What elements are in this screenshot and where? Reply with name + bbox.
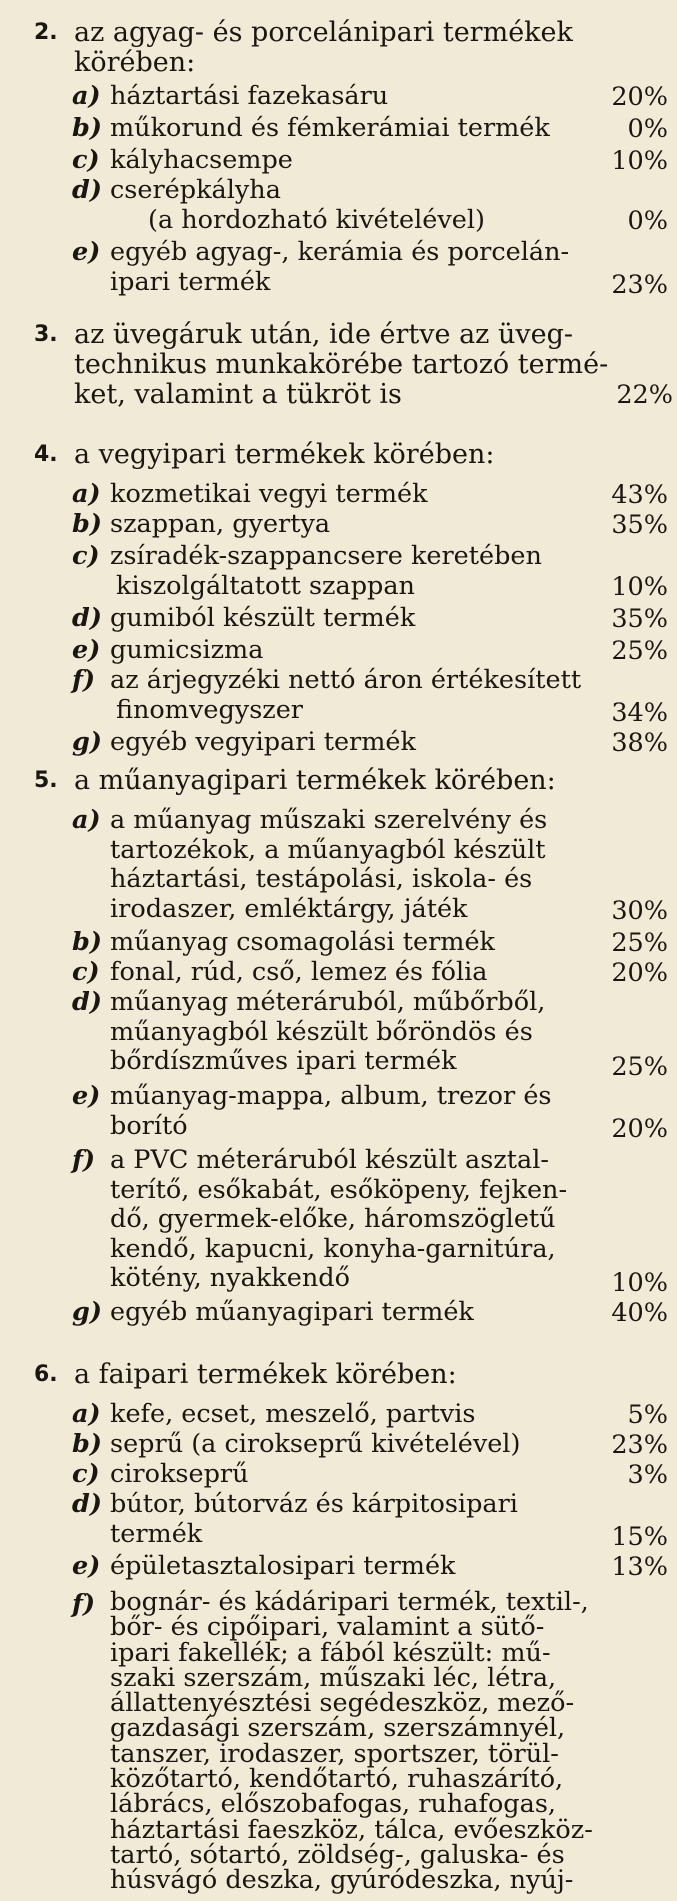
item-line: tanszer, irodaszer, sportszer, törül- [110, 1738, 559, 1769]
section-header [34, 766, 644, 796]
item-letter: b) [72, 927, 102, 957]
item-line: bútor, bútorváz és kárpitosipari [110, 1489, 518, 1519]
item-line: bognár- és kádáripari termék, textil-, [110, 1587, 589, 1617]
item-line: közőtartó, kendőtartó, ruhaszárító, [110, 1764, 564, 1795]
list-item [72, 636, 672, 666]
list-item [72, 176, 672, 236]
item-line: műanyag csomagolási termék [110, 927, 496, 957]
item-letter: b) [72, 1429, 102, 1459]
item-percent: 20% [611, 957, 668, 988]
item-letter: e) [72, 237, 101, 267]
item-line: (a hordozható kivételével) [148, 204, 485, 235]
item-letter: d) [72, 1489, 102, 1519]
list-item [72, 806, 672, 926]
item-line: az árjegyzéki nettó áron értékesített [110, 665, 582, 695]
list-item [72, 958, 672, 988]
section-header [34, 1360, 644, 1390]
item-line: zsíradék-szappancsere keretében [110, 541, 542, 571]
item-percent: 25% [611, 1051, 668, 1082]
item-line: kozmetikai vegyi termék [110, 479, 428, 509]
item-percent: 34% [611, 697, 668, 728]
list-item [72, 1490, 672, 1552]
list-item [72, 604, 672, 634]
item-line: háztartási, testápolási, iskola- és [110, 864, 533, 894]
header-line: az agyag- és porcelánipari termékek [74, 17, 573, 48]
item-line: műkorund és fémkerámiai termék [110, 113, 550, 143]
item-percent: 5% [627, 1399, 668, 1430]
item-line: szaki szerszám, műszaki léc, létra, [110, 1662, 557, 1693]
item-line: cserépkályha [110, 175, 281, 205]
item-line: húsvágó deszka, gyúródeszka, nyúj- [110, 1865, 574, 1896]
item-line: műanyag-mappa, album, trezor és [110, 1081, 552, 1111]
header-line: a műanyagipari termékek körében: [74, 765, 556, 796]
item-line: seprű (a cirokseprű kivételével) [110, 1429, 521, 1459]
item-line: szappan, gyertya [110, 509, 331, 539]
item-percent: 10% [611, 1267, 668, 1298]
item-percent: 40% [611, 1297, 668, 1328]
list-item [72, 1298, 672, 1328]
list-item [72, 1430, 672, 1460]
item-letter: f) [72, 665, 96, 695]
list-item [72, 510, 672, 540]
item-letter: f) [72, 1589, 96, 1619]
list-item [72, 666, 672, 728]
item-letter: e) [72, 1551, 101, 1581]
item-line: kefe, ecset, meszelő, partvis [110, 1399, 476, 1429]
item-line: irodaszer, emléktárgy, játék [110, 893, 468, 924]
item-percent: 23% [611, 269, 668, 300]
item-letter: d) [72, 175, 102, 205]
item-percent: 3% [627, 1459, 668, 1490]
section-number: 5. [34, 768, 58, 793]
item-line: tartó, sótartó, zöldség-, galuska- és [110, 1839, 565, 1870]
item-percent: 0% [627, 113, 668, 144]
list-item [72, 82, 672, 112]
item-percent: 0% [627, 205, 668, 236]
item-percent: 30% [611, 895, 668, 926]
item-line: lábrács, előszobafogas, ruhafogas, [110, 1789, 557, 1820]
item-line: a PVC méteráruból készült asztal- [110, 1145, 549, 1175]
item-line: bőr- és cipőipari, valamint a sütő- [110, 1612, 545, 1643]
item-line: a műanyag műszaki szerelvény és [110, 805, 548, 835]
list-item [72, 238, 672, 300]
item-letter: c) [72, 1459, 100, 1489]
item-line: bőrdíszműves ipari termék [110, 1046, 457, 1076]
list-item [72, 114, 672, 144]
list-item [72, 1146, 672, 1298]
header-line: körében: [74, 47, 196, 78]
item-letter: a) [72, 479, 101, 509]
header-line: technikus munkakörébe tartozó termé- [74, 349, 609, 380]
item-letter: f) [72, 1145, 96, 1175]
item-letter: e) [72, 635, 101, 665]
header-line: az üvegáruk után, ide értve az üveg- [74, 319, 573, 350]
list-item [72, 1460, 672, 1490]
item-letter: a) [72, 1399, 101, 1429]
item-letter: d) [72, 987, 102, 1017]
item-percent: 13% [611, 1551, 668, 1582]
item-line: gazdasági szerszám, szerszámnyél, [110, 1713, 566, 1744]
item-line: termék [110, 1518, 203, 1549]
header-line: a faipari termékek körében: [74, 1359, 457, 1390]
item-line: gumicsizma [110, 635, 264, 665]
item-line: cirokseprű [110, 1459, 249, 1489]
item-percent: 20% [611, 81, 668, 112]
item-line: műanyagból készült bőröndös és [110, 1016, 533, 1047]
item-letter: e) [72, 1081, 101, 1111]
section-number: 3. [34, 322, 58, 347]
section-number: 6. [34, 1362, 58, 1387]
header-line: a vegyipari termékek körében: [74, 439, 495, 470]
list-item [72, 1552, 672, 1582]
item-percent: 10% [611, 571, 668, 602]
item-line: terítő, esőkabát, esőköpeny, fejken- [110, 1174, 568, 1205]
item-percent: 25% [611, 635, 668, 666]
section-number: 4. [34, 442, 58, 467]
item-line: háztartási fazekasáru [110, 81, 389, 111]
item-percent: 23% [611, 1429, 668, 1460]
item-line: borító [110, 1110, 188, 1141]
item-percent: 20% [611, 1113, 668, 1144]
item-letter: d) [72, 603, 102, 633]
item-percent: 38% [611, 727, 668, 758]
section-number: 2. [34, 20, 58, 45]
section-header [34, 18, 644, 78]
list-item [72, 542, 672, 602]
list-item [72, 1400, 672, 1430]
item-percent: 25% [611, 927, 668, 958]
item-line: háztartási faeszköz, tálca, evőeszköz- [110, 1814, 593, 1845]
item-letter: b) [72, 509, 102, 539]
item-line: épületasztalosipari termék [110, 1551, 456, 1581]
item-line: egyéb műanyagipari termék [110, 1297, 474, 1327]
item-line: egyéb vegyipari termék [110, 727, 416, 757]
item-line: kendő, kapucni, konyha-garnitúra, [110, 1233, 556, 1264]
item-line: műanyag méteráruból, műbőrből, [110, 987, 546, 1017]
item-line: tartozékok, a műanyagból készült [110, 834, 546, 865]
item-letter: g) [72, 1297, 102, 1327]
item-line: kötény, nyakkendő [110, 1263, 350, 1293]
item-letter: c) [72, 957, 100, 987]
item-percent: 15% [611, 1521, 668, 1552]
item-line: állattenyésztési segédeszköz, mező- [110, 1688, 575, 1719]
item-line: finomvegyszer [116, 694, 303, 725]
list-item [72, 1082, 672, 1144]
list-item [72, 480, 672, 510]
item-percent: 35% [611, 603, 668, 634]
item-letter: a) [72, 81, 101, 111]
list-item [72, 146, 672, 176]
item-letter: c) [72, 541, 100, 571]
list-item [72, 1587, 672, 1900]
item-line: kályhacsempe [110, 145, 293, 175]
item-line: gumiból készült termék [110, 603, 416, 633]
list-item [72, 928, 672, 958]
item-letter: c) [72, 145, 100, 175]
item-letter: g) [72, 727, 102, 757]
item-line: kiszolgáltatott szappan [116, 570, 415, 601]
list-item [72, 728, 672, 758]
item-line: fonal, rúd, cső, lemez és fólia [110, 957, 488, 987]
item-line: ipari termék [110, 266, 271, 297]
section-header [34, 319, 673, 410]
list-item [72, 988, 672, 1082]
section-percent: 22% [616, 380, 673, 410]
item-letter: a) [72, 805, 101, 835]
item-percent: 35% [611, 509, 668, 540]
header-line: ket, valamint a tükröt is [74, 379, 402, 410]
item-line: egyéb agyag-, kerámia és porcelán- [110, 237, 570, 267]
item-line: ipari fakellék; a fából készült: mű- [110, 1637, 551, 1668]
item-percent: 10% [611, 145, 668, 176]
item-letter: b) [72, 113, 102, 143]
item-line: dő, gyermek-előke, háromszögletű [110, 1204, 556, 1234]
section-header [34, 440, 644, 470]
item-percent: 43% [611, 479, 668, 510]
